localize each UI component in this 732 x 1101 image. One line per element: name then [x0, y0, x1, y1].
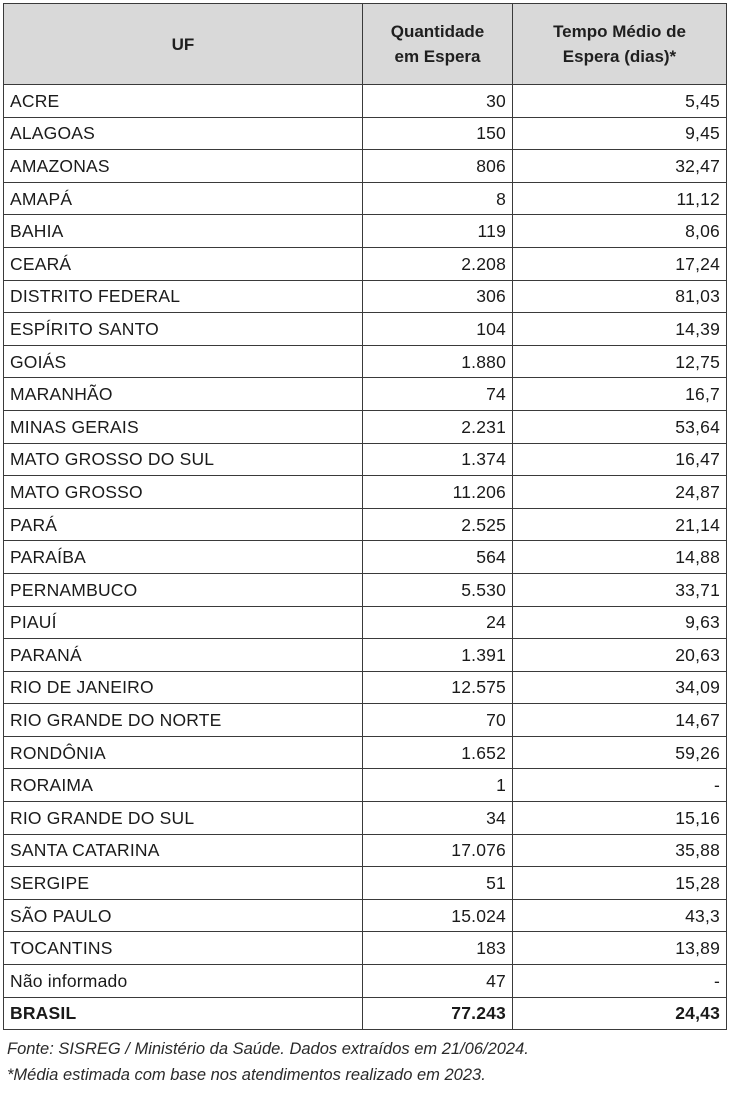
cell-quantidade: 15.024: [363, 899, 513, 932]
cell-tempo: 8,06: [513, 215, 727, 248]
cell-uf: DISTRITO FEDERAL: [4, 280, 363, 313]
cell-uf: AMAPÁ: [4, 182, 363, 215]
cell-tempo: 14,39: [513, 313, 727, 346]
cell-uf: AMAZONAS: [4, 150, 363, 183]
table-row: [4, 443, 727, 476]
table-row: [4, 736, 727, 769]
cell-uf: TOCANTINS: [4, 932, 363, 965]
cell-uf: BRASIL: [4, 997, 363, 1030]
table-row: [4, 899, 727, 932]
table-row: [4, 802, 727, 835]
table-row: [4, 671, 727, 704]
cell-tempo: -: [513, 965, 727, 998]
cell-quantidade: 5.530: [363, 573, 513, 606]
table-row: [4, 117, 727, 150]
table-row: [4, 345, 727, 378]
cell-tempo: 34,09: [513, 671, 727, 704]
cell-quantidade: 30: [363, 85, 513, 118]
cell-uf: SÃO PAULO: [4, 899, 363, 932]
header-tempo-line2: Espera (dias)*: [562, 47, 677, 66]
cell-tempo: 14,88: [513, 541, 727, 574]
table-row: [4, 85, 727, 118]
cell-uf: GOIÁS: [4, 345, 363, 378]
cell-tempo: 81,03: [513, 280, 727, 313]
cell-uf: PARAÍBA: [4, 541, 363, 574]
cell-quantidade: 2.231: [363, 410, 513, 443]
cell-uf: MATO GROSSO DO SUL: [4, 443, 363, 476]
cell-tempo: 21,14: [513, 508, 727, 541]
waiting-list-table: [3, 3, 727, 1030]
table-row: [4, 150, 727, 183]
cell-quantidade: 8: [363, 182, 513, 215]
table-row: [4, 932, 727, 965]
cell-quantidade: 119: [363, 215, 513, 248]
cell-tempo: 16,7: [513, 378, 727, 411]
table-row: [4, 508, 727, 541]
table-row: [4, 541, 727, 574]
cell-tempo: 12,75: [513, 345, 727, 378]
cell-tempo: 17,24: [513, 247, 727, 280]
header-tempo: [513, 4, 727, 85]
table-notes: [3, 1036, 726, 1088]
cell-uf: SANTA CATARINA: [4, 834, 363, 867]
cell-tempo: 20,63: [513, 639, 727, 672]
header-quantidade: [363, 4, 513, 85]
header-uf: UF: [4, 4, 363, 85]
source-note: Fonte: SISREG / Ministério da Saúde. Dados extraídos em 21/06/2024.: [7, 1040, 529, 1059]
cell-tempo: 9,63: [513, 606, 727, 639]
cell-uf: MARANHÃO: [4, 378, 363, 411]
cell-quantidade: 150: [363, 117, 513, 150]
footnote: *Média estimada com base nos atendimentos realizado em 2023.: [7, 1066, 486, 1085]
cell-uf: PERNAMBUCO: [4, 573, 363, 606]
cell-uf: Não informado: [4, 965, 363, 998]
cell-tempo: 35,88: [513, 834, 727, 867]
cell-uf: ACRE: [4, 85, 363, 118]
cell-quantidade: 183: [363, 932, 513, 965]
table-header-row: [4, 4, 727, 85]
cell-quantidade: 47: [363, 965, 513, 998]
cell-quantidade: 51: [363, 867, 513, 900]
cell-tempo: 16,47: [513, 443, 727, 476]
cell-tempo: -: [513, 769, 727, 802]
table-row: [4, 476, 727, 509]
table-row: [4, 704, 727, 737]
cell-quantidade: 1: [363, 769, 513, 802]
cell-quantidade: 1.652: [363, 736, 513, 769]
cell-quantidade: 11.206: [363, 476, 513, 509]
cell-quantidade: 74: [363, 378, 513, 411]
header-quantidade-line1: Quantidade: [390, 22, 485, 41]
cell-tempo: 11,12: [513, 182, 727, 215]
cell-tempo: 24,87: [513, 476, 727, 509]
cell-uf: RIO GRANDE DO NORTE: [4, 704, 363, 737]
cell-quantidade: 70: [363, 704, 513, 737]
table-row: [4, 313, 727, 346]
cell-quantidade: 104: [363, 313, 513, 346]
cell-uf: SERGIPE: [4, 867, 363, 900]
header-tempo-line1: Tempo Médio de: [553, 22, 686, 41]
cell-uf: RIO GRANDE DO SUL: [4, 802, 363, 835]
table-body: [4, 85, 727, 1030]
cell-uf: MINAS GERAIS: [4, 410, 363, 443]
cell-tempo: 13,89: [513, 932, 727, 965]
cell-tempo: 9,45: [513, 117, 727, 150]
cell-quantidade: 564: [363, 541, 513, 574]
cell-uf: BAHIA: [4, 215, 363, 248]
cell-tempo: 15,28: [513, 867, 727, 900]
table-row: [4, 378, 727, 411]
cell-uf: ALAGOAS: [4, 117, 363, 150]
cell-tempo: 32,47: [513, 150, 727, 183]
cell-uf: RIO DE JANEIRO: [4, 671, 363, 704]
cell-quantidade: 2.525: [363, 508, 513, 541]
cell-quantidade: 12.575: [363, 671, 513, 704]
cell-uf: MATO GROSSO: [4, 476, 363, 509]
table-row: [4, 867, 727, 900]
cell-uf: PARÁ: [4, 508, 363, 541]
table-row: [4, 247, 727, 280]
table-row: [4, 215, 727, 248]
table-row: [4, 834, 727, 867]
cell-quantidade: 17.076: [363, 834, 513, 867]
cell-tempo: 14,67: [513, 704, 727, 737]
cell-tempo: 5,45: [513, 85, 727, 118]
cell-quantidade: 1.374: [363, 443, 513, 476]
cell-tempo: 33,71: [513, 573, 727, 606]
cell-tempo: 59,26: [513, 736, 727, 769]
cell-uf: RONDÔNIA: [4, 736, 363, 769]
header-quantidade-line2: em Espera: [394, 47, 481, 66]
cell-tempo: 43,3: [513, 899, 727, 932]
cell-uf: CEARÁ: [4, 247, 363, 280]
table-row: [4, 410, 727, 443]
waiting-list-document: [3, 3, 726, 1088]
table-row: [4, 639, 727, 672]
cell-uf: PIAUÍ: [4, 606, 363, 639]
table-row: [4, 182, 727, 215]
cell-uf: PARANÁ: [4, 639, 363, 672]
cell-quantidade: 1.391: [363, 639, 513, 672]
cell-quantidade: 34: [363, 802, 513, 835]
table-row: [4, 573, 727, 606]
table-row: [4, 280, 727, 313]
table-row: [4, 606, 727, 639]
cell-tempo: 15,16: [513, 802, 727, 835]
cell-quantidade: 806: [363, 150, 513, 183]
table-row-total: [4, 997, 727, 1030]
table-row: [4, 769, 727, 802]
cell-uf: ESPÍRITO SANTO: [4, 313, 363, 346]
cell-quantidade: 77.243: [363, 997, 513, 1030]
cell-quantidade: 1.880: [363, 345, 513, 378]
cell-uf: RORAIMA: [4, 769, 363, 802]
cell-quantidade: 2.208: [363, 247, 513, 280]
cell-tempo: 53,64: [513, 410, 727, 443]
table-row: [4, 965, 727, 998]
cell-quantidade: 306: [363, 280, 513, 313]
cell-quantidade: 24: [363, 606, 513, 639]
cell-tempo: 24,43: [513, 997, 727, 1030]
